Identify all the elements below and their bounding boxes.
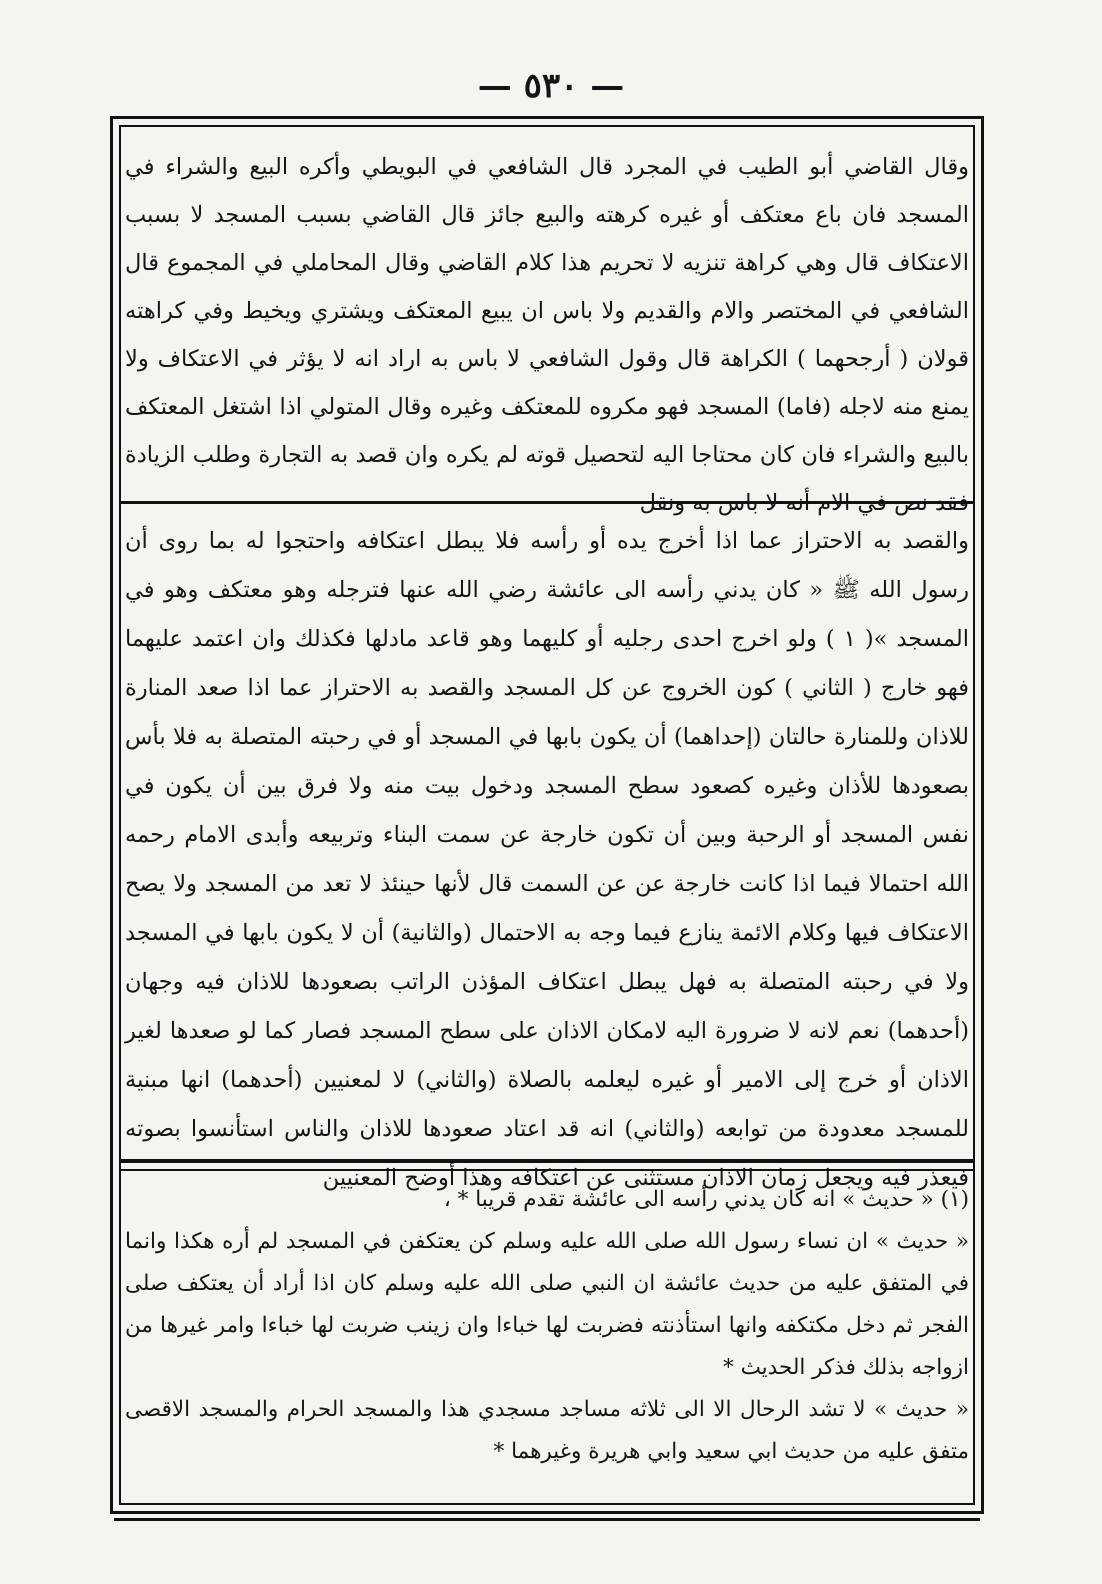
bottom-rule	[114, 1518, 980, 1521]
footnote-divider	[121, 1159, 973, 1163]
footnote-3: « حديث » لا تشد الرحال الا الى ثلاثه مساجد مسجدي هذا والمسجد الحرام والمسجد الاقصى متفق عليه من حديث ابي سعيد وابي هريرة وغيرهما *	[125, 1397, 969, 1464]
footnote-1: (١) « حديث » انه كان يدني رأسه الى عائشة تقدم قريبا * ،	[443, 1187, 969, 1212]
main-text	[125, 517, 969, 1203]
top-paragraph: وقال القاضي أبو الطيب في المجرد قال الشافعي في البويطي وأكره البيع والشراء في المسجد فان باع معتكف أو غيره كرهته والبيع جائز قال القاضي بسبب المسجد لا بسبب الاعتكاف قال وهي كراهة تنزيه لا تحريم هذا كلام القاضي وقال المحاملي في المجموع قال الشافعي في المختصر والام والقديم ولا باس ان يبيع المعتكف ويشتري ويخيط وفي كراهته قولان ( أرجحهما ) الكراهة قال وقول الشافعي لا باس به اراد انه لا يؤثر في الاعتكاف ولا يمنع منه لاجله (فاما) المسجد فهو مكروه للمعتكف وغيره وقال المتولي اذا اشتغل المعتكف بالبيع والشراء فان كان محتاجا اليه لتحصيل قوته لم يكره وان قصد به التجارة وطلب الزيادة فقد نص في الام أنه لا باس به ونقل	[125, 154, 969, 516]
footnotes	[125, 1179, 969, 1473]
page-frame	[110, 116, 984, 1514]
commentary-text	[125, 143, 969, 527]
footnote-divider-thin	[121, 1169, 973, 1171]
middle-paragraph: والقصد به الاحتراز عما اذا أخرج يده أو رأسه فلا يبطل اعتكافه واحتجوا له بما روى أن رسول الله ﷺ « كان يدني رأسه الى عائشة رضي الله عنها فترجله وهو معتكف وهو في المسجد »( ١ ) ولو اخرج احدى رجليه أو كليهما وهو قاعد مادلها فكذلك وان اعتمد عليهما فهو خارج ( الثاني ) كون الخروج عن كل المسجد والقصد به الاحتراز عما اذا صعد المنارة للاذان وللمنارة حالتان (إحداهما) أن يكون بابها في المسجد أو في رحبته المتصلة به فلا بأس بصعودها للأذان وغيره كصعود سطح المسجد ودخول بيت منه ولا فرق بين أن يكون في نفس المسجد أو الرحبة وبين أن تكون خارجة عن سمت البناء وتربيعه وأبدى الامام رحمه الله احتمالا فيما اذا كانت خارجة عن عن السمت قال لأنها حينئذ لا تعد من المسجد ولا يصح الاعتكاف فيها وكلام الائمة ينازع فيما وجه به الاحتمال (والثانية) أن لا يكون بابها في المسجد ولا في رحبته المتصلة به فهل يبطل اعتكاف المؤذن الراتب بصعودها للاذان فيه وجهان (أحدهما) نعم لانه لا ضرورة اليه لامكان الاذان على سطح المسجد فصار كما لو صعدها لغير الاذان أو خرج إلى الامير أو غيره ليعلمه بالصلاة (والثاني) لا لمعنيين (أحدهما) انها مبنية للمسجد معدودة من توابعه (والثاني) انه قد اعتاد صعودها للاذان والناس استأنسوا بصوته فيعذر فيه ويجعل زمان الاذان مستثنى عن اعتكافه وهذا أوضح المعنيين	[125, 528, 969, 1191]
section-divider	[121, 501, 973, 504]
footnote-2: « حديث » ان نساء رسول الله صلى الله عليه وسلم كن يعتكفن في المسجد لم أره هكذا وانما في المتفق عليه من حديث عائشة ان النبي صلى الله عليه وسلم كان اذا أراد أن يعتكف صلى الفجر ثم دخل مكتكفه وانها استأذنته فضربت لها خباءا وان زينب ضربت لها خباءا وامر غيرها من ازواجه بذلك فذكر الحديث *	[125, 1229, 969, 1380]
page-number: — ٥٣٠ —	[477, 66, 625, 106]
